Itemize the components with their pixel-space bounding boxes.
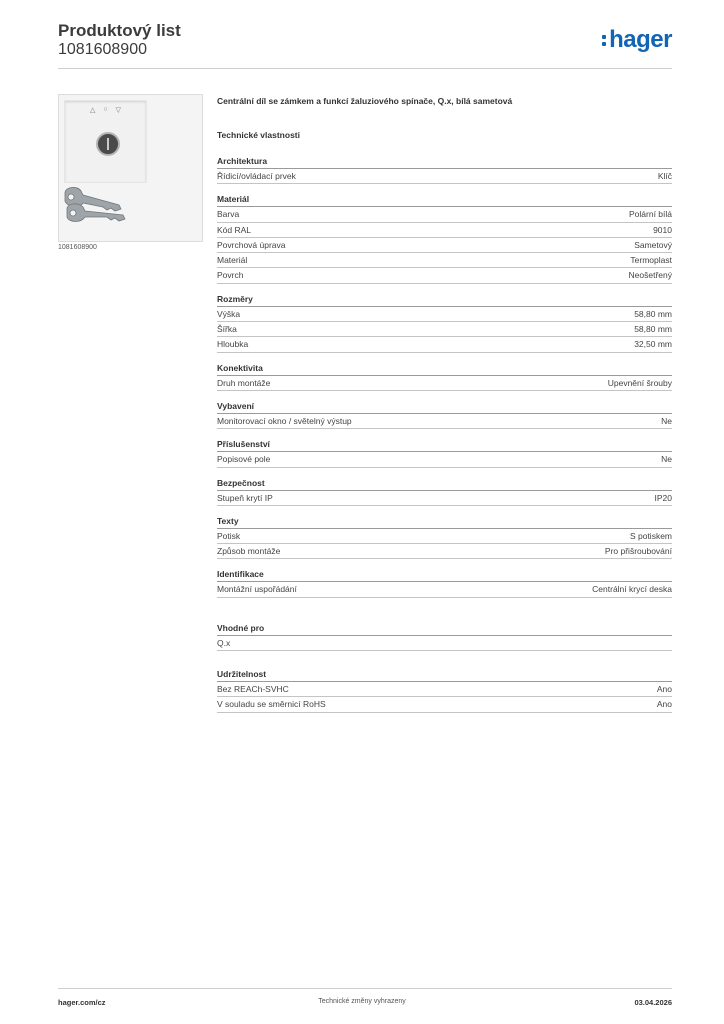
properties-sections — [217, 155, 672, 598]
property-label: Druh montáže — [217, 377, 271, 388]
property-row — [217, 322, 672, 337]
technical-properties-heading: Technické vlastnosti — [217, 130, 300, 140]
property-row — [217, 452, 672, 467]
property-label: Stupeň krytí IP — [217, 492, 273, 503]
page-title: Produktový list — [58, 21, 181, 40]
section-heading: Vhodné pro — [217, 622, 672, 636]
key-lock-icon — [96, 132, 120, 156]
section-heading: Rozměry — [217, 293, 672, 307]
property-row — [217, 697, 672, 712]
hager-logo — [602, 28, 672, 52]
stop-icon: ○ — [103, 106, 108, 113]
property-section — [217, 477, 672, 506]
property-label: Řídicí/ovládací prvek — [217, 171, 296, 181]
property-row — [217, 491, 672, 506]
property-value: Ne — [661, 454, 672, 465]
property-label: Popisové pole — [217, 454, 271, 465]
property-section — [217, 515, 672, 560]
header-divider — [58, 68, 672, 69]
footer-notice: Technické změny vyhrazeny — [318, 998, 406, 1005]
section-heading: Vybavení — [217, 400, 672, 414]
property-row — [217, 636, 672, 651]
property-row — [217, 544, 672, 559]
property-label: Výška — [217, 308, 241, 319]
property-label: Kód RAL — [217, 224, 252, 235]
footer-divider — [58, 988, 672, 989]
property-row — [217, 307, 672, 322]
extra-sections — [217, 622, 672, 713]
section-heading: Konektivita — [217, 362, 672, 376]
photo-caption: 1081608900 — [58, 244, 97, 251]
arrow-down-icon: ▽ — [115, 107, 121, 114]
logo-dots-icon — [602, 35, 606, 46]
property-value: Ano — [656, 684, 672, 695]
product-details — [217, 96, 672, 713]
property-label: Montážní uspořádání — [217, 584, 297, 595]
property-section — [217, 568, 672, 597]
property-value: 58,80 mm — [634, 308, 672, 319]
section-heading: Texty — [217, 515, 672, 529]
property-label: Q.x — [217, 637, 231, 648]
section-heading: Udržitelnost — [217, 668, 672, 682]
footer-website: hager.com/cz — [58, 998, 106, 1007]
product-photo — [58, 94, 203, 242]
property-value: Ano — [656, 699, 672, 710]
section-heading: Architektura — [217, 155, 672, 169]
property-value: Neošetřený — [628, 270, 672, 281]
property-row — [217, 529, 672, 544]
product-number: 1081608900 — [58, 41, 147, 58]
property-label: Povrchová úprava — [217, 239, 286, 250]
section-heading: Identifikace — [217, 568, 672, 582]
property-section — [217, 622, 672, 651]
property-label: V souladu se směrnicí RoHS — [217, 699, 326, 710]
property-section — [217, 293, 672, 353]
property-value: Centrální krycí deska — [592, 584, 672, 595]
property-value: IP20 — [654, 492, 672, 503]
footer-date: 03.04.2026 — [634, 998, 672, 1007]
property-row — [217, 253, 672, 268]
property-value: Upevnění šrouby — [607, 377, 672, 388]
property-label: Bez REACh-SVHC — [217, 684, 289, 695]
property-section — [217, 155, 672, 184]
property-label: Materiál — [217, 255, 248, 266]
keys-icon — [61, 183, 131, 231]
property-value: Pro přišroubování — [604, 546, 672, 557]
property-value: S potiskem — [629, 530, 672, 541]
section-heading: Příslušenství — [217, 438, 672, 452]
section-heading: Materiál — [217, 193, 672, 207]
property-value: 32,50 mm — [634, 339, 672, 350]
property-row — [217, 582, 672, 597]
property-value: Termoplast — [630, 255, 672, 266]
logo-text: hager — [609, 26, 672, 53]
property-section — [217, 400, 672, 429]
property-label: Potisk — [217, 530, 241, 541]
property-row — [217, 223, 672, 238]
property-value: Ne — [661, 415, 672, 426]
property-row — [217, 414, 672, 429]
property-row — [217, 268, 672, 283]
property-label: Způsob montáže — [217, 546, 281, 557]
property-section — [217, 438, 672, 467]
property-label: Barva — [217, 209, 240, 220]
property-value: Polární bílá — [629, 209, 672, 220]
property-value: Klíč — [657, 171, 672, 181]
property-row — [217, 207, 672, 222]
property-section — [217, 193, 672, 283]
property-value: 58,80 mm — [634, 324, 672, 335]
product-description: Centrální díl se zámkem a funkcí žaluziového spínače, Q.x, bílá sametová — [217, 96, 513, 106]
arrow-up-icon: △ — [89, 107, 96, 114]
section-heading: Bezpečnost — [217, 477, 672, 491]
property-section — [217, 362, 672, 391]
property-label: Monitorovací okno / světelný výstup — [217, 415, 352, 426]
property-label: Povrch — [217, 270, 244, 281]
property-row — [217, 238, 672, 253]
property-row — [217, 337, 672, 352]
property-row — [217, 682, 672, 697]
property-label: Šířka — [217, 324, 237, 335]
property-section — [217, 668, 672, 713]
property-label: Hloubka — [217, 339, 249, 350]
plate-icons — [65, 106, 146, 114]
property-row — [217, 376, 672, 391]
property-value: 9010 — [653, 224, 672, 235]
switch-plate-image — [64, 100, 147, 183]
property-row — [217, 169, 672, 184]
property-value: Sametový — [634, 239, 672, 250]
